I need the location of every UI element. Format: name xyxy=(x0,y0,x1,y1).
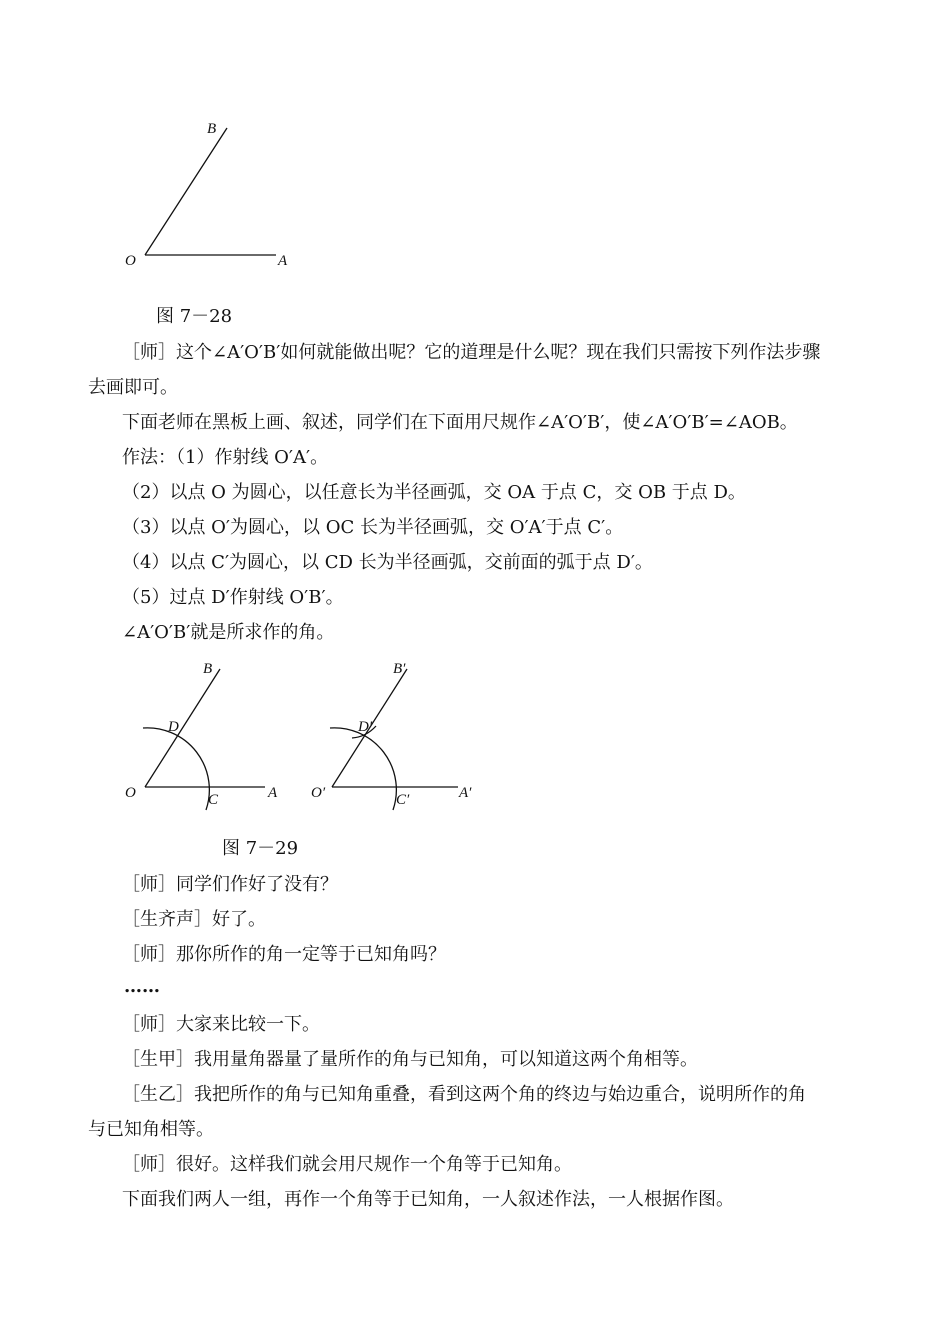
dialogue-ellipsis: …… xyxy=(124,976,160,997)
label-c-right: C′ xyxy=(396,792,410,808)
figure-7-29-right xyxy=(311,661,472,810)
dialogue-5: ［师］大家来比较一下。 xyxy=(122,1014,320,1035)
dialogue-3: ［师］那你所作的角一定等于已知角吗？ xyxy=(122,944,446,965)
label-d-right: D′ xyxy=(358,719,373,735)
label-a-right: A′ xyxy=(459,785,472,801)
label-o: O xyxy=(125,253,136,269)
para-teacher-demo: 下面老师在黑板上画、叙述，同学们在下面用尺规作∠A′O′B′，使∠A′O′B′=∠AOB。 xyxy=(122,412,798,433)
para-teacher-question-line1: ［师］这个∠A′O′B′如何就能做出呢？它的道理是什么呢？现在我们只需按下列作法步骤 xyxy=(122,342,821,363)
dialogue-1: ［师］同学们作好了没有？ xyxy=(122,874,338,895)
step-5: （5）过点 D′作射线 O′B′。 xyxy=(122,587,344,608)
step-1: 作法：（1）作射线 O′A′。 xyxy=(122,447,329,468)
dialogue-9: 下面我们两人一组，再作一个角等于已知角，一人叙述作法，一人根据作图。 xyxy=(122,1189,734,1210)
para-teacher-question-line2: 去画即可。 xyxy=(88,377,178,398)
step-3: （3）以点 O′为圆心，以 OC 长为半径画弧，交 O′A′于点 C′。 xyxy=(122,517,624,538)
label-b-left: B xyxy=(203,661,213,677)
dialogue-7-line1: ［生乙］我把所作的角与已知角重叠，看到这两个角的终边与始边重合，说明所作的角 xyxy=(122,1084,806,1105)
label-b-right: B′ xyxy=(393,661,406,677)
label-o-right: O′ xyxy=(311,785,326,801)
label-d-left: D xyxy=(168,719,179,735)
conclusion: ∠A′O′B′就是所求作的角。 xyxy=(122,622,335,643)
step-4: （4）以点 C′为圆心，以 CD 长为半径画弧，交前面的弧于点 D′。 xyxy=(122,552,653,573)
label-o-left: O xyxy=(125,785,136,801)
label-c-left: C xyxy=(208,792,219,808)
figure-caption-7-28: 图 7－28 xyxy=(156,306,233,327)
dialogue-2: ［生齐声］好了。 xyxy=(122,909,266,930)
label-b: B xyxy=(207,121,217,137)
figure-7-29-left xyxy=(125,661,278,810)
dialogue-7-line2: 与已知角相等。 xyxy=(88,1119,214,1140)
label-a: A xyxy=(278,253,288,269)
label-a-left: A xyxy=(268,785,278,801)
arc-right xyxy=(330,728,396,810)
arc-left xyxy=(143,728,209,810)
step-2: （2）以点 O 为圆心，以任意长为半径画弧，交 OA 于点 C，交 OB 于点 D。 xyxy=(122,482,746,503)
figure-caption-7-29: 图 7－29 xyxy=(222,838,299,859)
dialogue-8: ［师］很好。这样我们就会用尺规作一个角等于已知角。 xyxy=(122,1154,572,1175)
dialogue-6: ［生甲］我用量角器量了量所作的角与已知角，可以知道这两个角相等。 xyxy=(122,1049,698,1070)
